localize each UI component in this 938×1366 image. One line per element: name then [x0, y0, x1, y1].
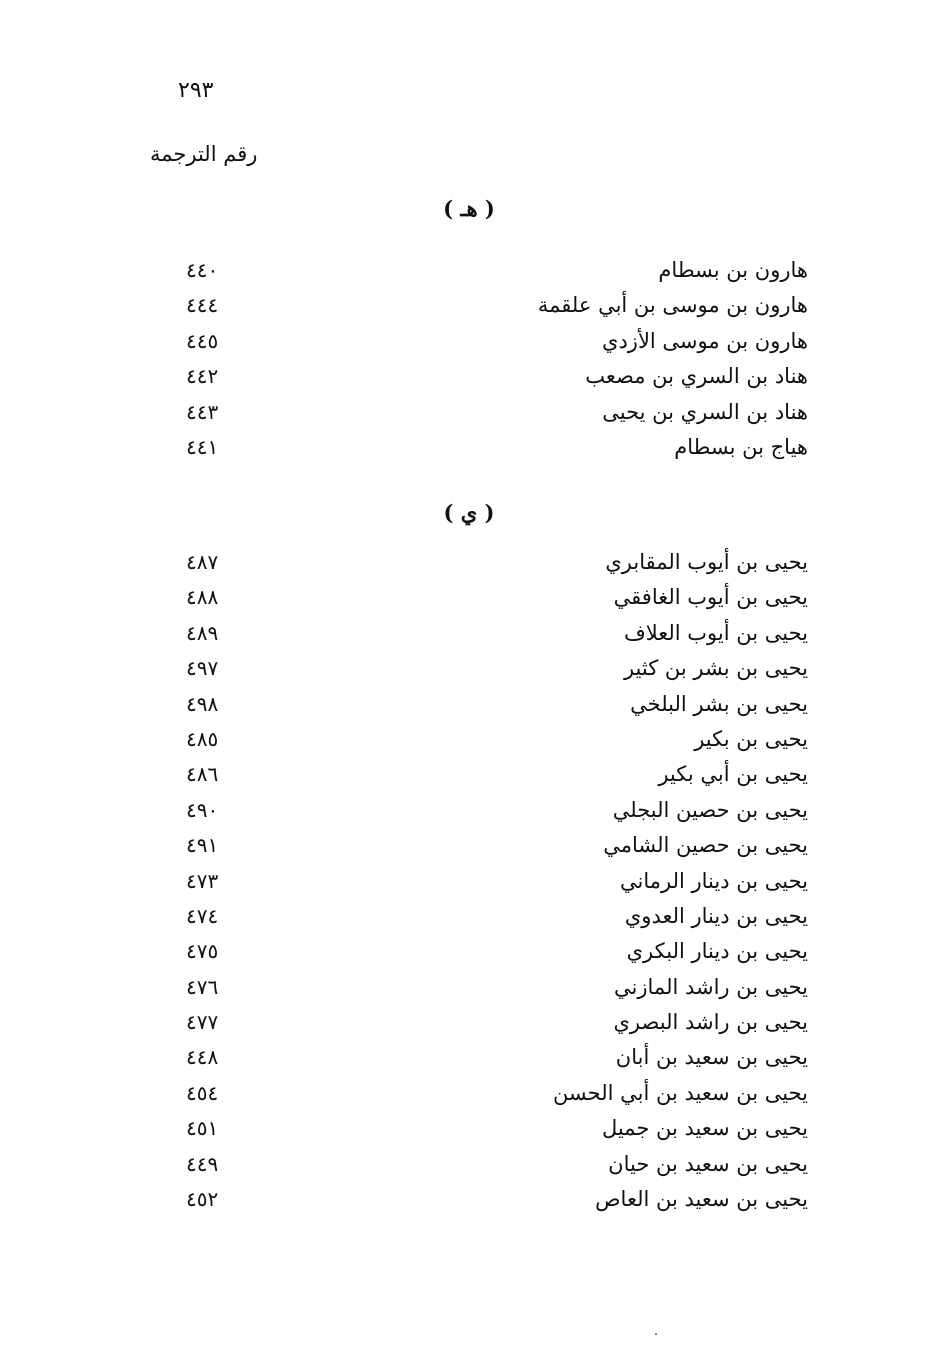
- entry-number: ٤٤٩: [186, 1151, 219, 1176]
- entry-name: يحيى بن سعيد بن أبي الحسن: [552, 1080, 808, 1105]
- list-item: [0, 435, 938, 470]
- entry-number: ٤٨٦: [186, 762, 219, 787]
- entry-name: يحيى بن أيوب العلاف: [623, 620, 808, 645]
- entry-name: يحيى بن دينار البكري: [626, 939, 808, 964]
- list-item: [0, 762, 938, 797]
- list-item: [0, 727, 938, 762]
- entry-number: ٤٧٣: [186, 868, 219, 893]
- entry-name: هارون بن موسى بن أبي علقمة: [537, 293, 808, 318]
- entry-name: يحيى بن أبي بكير: [658, 762, 808, 787]
- entry-number: ٤٤٣: [186, 399, 219, 424]
- page-number: ٢٩٣: [178, 78, 214, 103]
- entry-list-ya: [0, 550, 938, 1222]
- entry-number: ٤٥٢: [186, 1187, 219, 1212]
- entry-number: ٤٤٨: [186, 1045, 219, 1070]
- entry-name: يحيى بن سعيد بن العاص: [595, 1187, 808, 1212]
- list-item: [0, 1045, 938, 1080]
- entry-name: يحيى بن أيوب الغافقي: [613, 585, 808, 610]
- entry-name: يحيى بن سعيد بن أبان: [615, 1045, 808, 1070]
- entry-name: يحيى بن سعيد بن جميل: [601, 1116, 808, 1141]
- entry-name: يحيى بن حصين البجلي: [612, 797, 808, 822]
- entry-number: ٤٩١: [186, 833, 219, 858]
- entry-number: ٤٤٥: [186, 328, 219, 353]
- entry-number: ٤٤٤: [186, 293, 219, 318]
- entry-name: هناد بن السري بن مصعب: [585, 364, 808, 389]
- list-item: [0, 656, 938, 691]
- entry-list-ha: [0, 258, 938, 470]
- list-item: [0, 1116, 938, 1151]
- list-item: [0, 833, 938, 868]
- list-item: [0, 1010, 938, 1045]
- entry-number: ٤٧٥: [186, 939, 219, 964]
- entry-number: ٤٥١: [186, 1116, 219, 1141]
- entry-name: يحيى بن دينار العدوي: [624, 903, 808, 928]
- entry-name: هارون بن موسى الأزدي: [602, 328, 808, 353]
- entry-number: ٤٤٢: [186, 364, 219, 389]
- list-item: [0, 975, 938, 1010]
- list-item: [0, 258, 938, 293]
- scan-speck: [655, 1333, 657, 1335]
- entry-number: ٤٩٧: [186, 656, 219, 681]
- entry-name: يحيى بن راشد المازني: [614, 974, 808, 999]
- section-heading-ha: ( هـ ): [443, 196, 495, 221]
- entry-name: هارون بن بسطام: [658, 258, 808, 282]
- entry-number: ٤٧٧: [186, 1010, 219, 1035]
- entry-number: ٤٧٦: [186, 974, 219, 999]
- entry-number: ٤٩٠: [186, 797, 219, 822]
- entry-name: يحيى بن بشر البلخي: [630, 691, 808, 716]
- entry-name: يحيى بن سعيد بن حيان: [608, 1151, 808, 1176]
- entry-name: يحيى بن حصين الشامي: [603, 833, 808, 858]
- list-item: [0, 550, 938, 585]
- list-item: [0, 798, 938, 833]
- list-item: [0, 904, 938, 939]
- entry-number: ٤٨٧: [186, 550, 219, 574]
- list-item: [0, 400, 938, 435]
- entry-name: يحيى بن راشد البصري: [613, 1010, 808, 1035]
- entry-number: ٤٩٨: [186, 691, 219, 716]
- list-item: [0, 1081, 938, 1116]
- entry-number: ٤٨٨: [186, 585, 219, 610]
- entry-name: يحيى بن دينار الرماني: [620, 868, 808, 893]
- section-heading-ya: ( ي ): [443, 500, 495, 525]
- entry-number: ٤٨٥: [186, 726, 219, 751]
- entry-number: ٤٤٠: [186, 258, 219, 282]
- list-item: [0, 293, 938, 328]
- entry-name: هناد بن السري بن يحيى: [602, 399, 808, 424]
- entry-name: يحيى بن بشر بن كثير: [623, 656, 808, 681]
- list-item: [0, 1187, 938, 1222]
- entry-name: يحيى بن أيوب المقابري: [605, 550, 808, 574]
- list-item: [0, 329, 938, 364]
- list-item: [0, 364, 938, 399]
- column-header: رقم الترجمة: [150, 142, 258, 166]
- list-item: [0, 869, 938, 904]
- entry-number: ٤٤١: [186, 434, 219, 459]
- entry-number: ٤٨٩: [186, 620, 219, 645]
- list-item: [0, 939, 938, 974]
- list-item: [0, 585, 938, 620]
- entry-name: هياج بن بسطام: [674, 434, 808, 459]
- list-item: [0, 621, 938, 656]
- entry-number: ٤٧٤: [186, 903, 219, 928]
- list-item: [0, 692, 938, 727]
- entry-name: يحيى بن بكير: [694, 726, 808, 751]
- list-item: [0, 1152, 938, 1187]
- entry-number: ٤٥٤: [186, 1080, 219, 1105]
